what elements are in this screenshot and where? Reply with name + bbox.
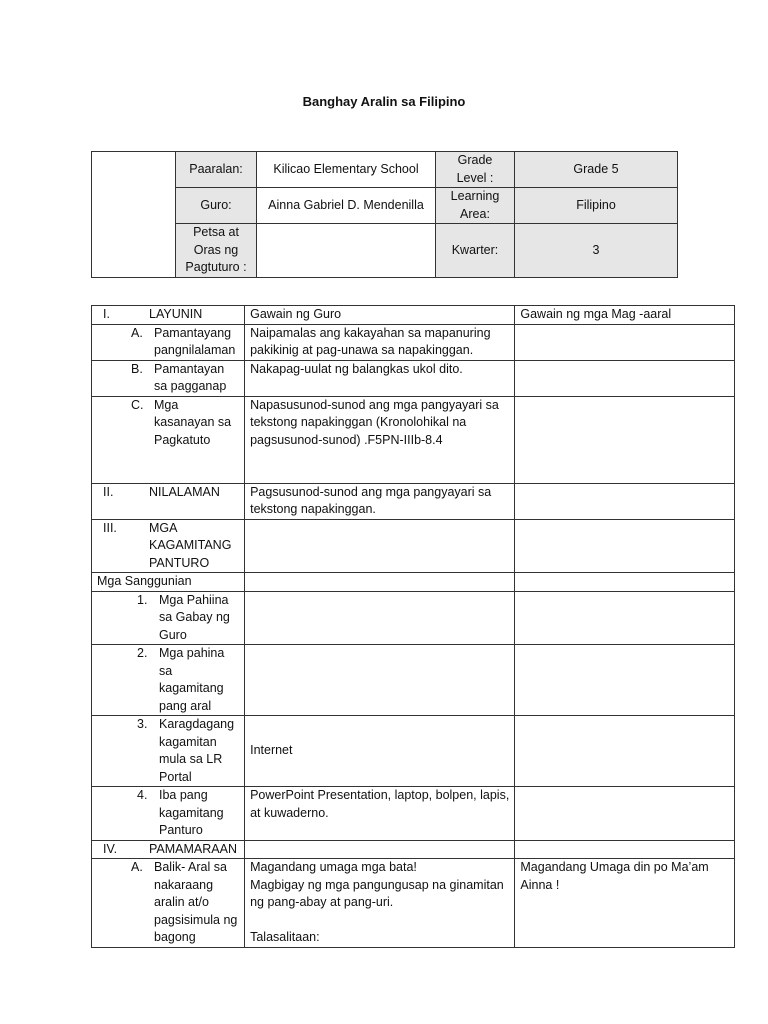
table-row (92, 324, 735, 360)
row-number: I. (103, 307, 110, 321)
mag-aaral-cell (515, 396, 735, 483)
spacer (250, 912, 509, 929)
mag-aaral-cell (515, 840, 735, 859)
guro-cell: Napasusunod-sunod ang mga pangyayari sa tekstong napakinggan (Kronolohikal na pagsusunod-sunod) .F5PN-IIIb-8.4 (245, 396, 515, 483)
pamamaraan-cell (92, 840, 245, 859)
mag-aaral-cell (515, 591, 735, 645)
mag-aaral-cell (515, 645, 735, 716)
row-label-cell (92, 787, 245, 841)
table-row (92, 645, 735, 716)
header-table (91, 151, 678, 278)
row-label-cell (92, 591, 245, 645)
grade-level-label: Grade Level : (436, 152, 515, 188)
row-number: A. (131, 860, 143, 874)
row-number: B. (131, 361, 143, 376)
mag-aaral-cell (515, 324, 735, 360)
mag-aaral-cell (515, 519, 735, 573)
guro-value: Ainna Gabriel D. Mendenilla (257, 188, 436, 224)
mag-aaral-cell (515, 360, 735, 396)
blank-cell (92, 152, 176, 278)
row-label: Mga Pahiina sa Gabay ng Guro (159, 592, 230, 642)
guro-cell: Pagsusunod-sunod ang mga pangyayari sa tekstong napakinggan. (245, 483, 515, 519)
table-row (92, 519, 735, 573)
row-number: 1. (137, 592, 148, 607)
mag-aaral-cell (515, 483, 735, 519)
mag-aaral-cell (515, 573, 735, 592)
row-label-cell (92, 360, 245, 396)
learning-area-value: Filipino (515, 188, 678, 224)
guro-cell (245, 573, 515, 592)
row-number: 3. (137, 717, 148, 731)
guro-cell (245, 591, 515, 645)
row-label: NILALAMAN (149, 484, 220, 499)
guro-cell (245, 859, 515, 948)
paaralan-value: Kilicao Elementary School (257, 152, 436, 188)
row-number: III. (103, 520, 117, 535)
guro-cell: Internet (245, 716, 515, 787)
table-row (92, 573, 735, 592)
nilalaman-cell (92, 483, 245, 519)
row-label: Balik- Aral sa nakaraang aralin at/o pagsisimula ng bagong (154, 860, 238, 944)
guro-cell (245, 519, 515, 573)
petsa-label: Petsa at Oras ng Pagtuturo : (176, 224, 257, 278)
table-row (92, 483, 735, 519)
paaralan-label: Paaralan: (176, 152, 257, 188)
kagamitang-panturo-cell (92, 519, 245, 573)
row-label-cell (92, 716, 245, 787)
instruction-line: Magbigay ng mga pangungusap na ginamitan ng pang-abay at pang-uri. (250, 877, 504, 909)
row-label: Pamantayan sa pagganap (154, 361, 227, 393)
guro-cell (245, 645, 515, 716)
row-number: A. (131, 325, 143, 340)
table-row (92, 787, 735, 841)
guro-cell (245, 840, 515, 859)
row-number: C. (131, 397, 144, 412)
greeting-line: Magandang umaga mga bata! (250, 860, 417, 874)
document-title: Banghay Aralin sa Filipino (302, 94, 466, 109)
mag-aaral-cell (515, 716, 735, 787)
table-row (92, 360, 735, 396)
grade-level-value: Grade 5 (515, 152, 678, 188)
guro-cell: Nakapag-uulat ng balangkas ukol dito. (245, 360, 515, 396)
row-label: MGA KAGAMITANG PANTURO (149, 520, 232, 570)
lesson-plan-table (91, 305, 735, 948)
table-row (92, 859, 735, 948)
row-label: Mga kasanayan sa Pagkatuto (154, 397, 232, 447)
kwarter-label: Kwarter: (436, 224, 515, 278)
kwarter-value: 3 (515, 224, 678, 278)
row-number: IV. (103, 841, 118, 856)
row-label-cell (92, 645, 245, 716)
row-label: Pamantayang pangnilalaman (154, 325, 236, 357)
row-label: PAMAMARAAN (149, 841, 237, 856)
table-row (92, 840, 735, 859)
mag-aaral-cell (515, 787, 735, 841)
table-row (92, 716, 735, 787)
row-label-cell (92, 859, 245, 948)
sanggunian-cell: Mga Sanggunian (92, 573, 245, 592)
row-number: 4. (137, 788, 148, 802)
table-row (92, 306, 735, 325)
guro-cell: Naipamalas ang kakayahan sa mapanuring pakikinig at pag-unawa sa napakinggan. (245, 324, 515, 360)
table-row (92, 591, 735, 645)
layunin-cell (92, 306, 245, 325)
row-label-cell (92, 324, 245, 360)
row-label: LAYUNIN (149, 307, 203, 321)
mag-aaral-cell: Magandang Umaga din po Ma’am Ainna ! (515, 859, 735, 948)
gawain-mag-aaral-header: Gawain ng mga Mag -aaral (515, 306, 735, 325)
learning-area-label: Learning Area: (436, 188, 515, 224)
row-label: Karagdagang kagamitan mula sa LR Portal (159, 717, 235, 784)
petsa-value (257, 224, 436, 278)
row-number: 2. (137, 646, 148, 660)
table-row (92, 396, 735, 483)
talasalitaan-line: Talasalitaan: (250, 929, 320, 944)
row-label: Mga pahina sa kagamitang pang aral (159, 646, 225, 713)
row-number: II. (103, 484, 114, 499)
gawain-guro-header: Gawain ng Guro (245, 306, 515, 325)
guro-cell: PowerPoint Presentation, laptop, bolpen, lapis, at kuwaderno. (245, 787, 515, 841)
row-label-cell (92, 396, 245, 483)
row-label: Iba pang kagamitang Panturo (159, 788, 224, 837)
guro-label: Guro: (176, 188, 257, 224)
